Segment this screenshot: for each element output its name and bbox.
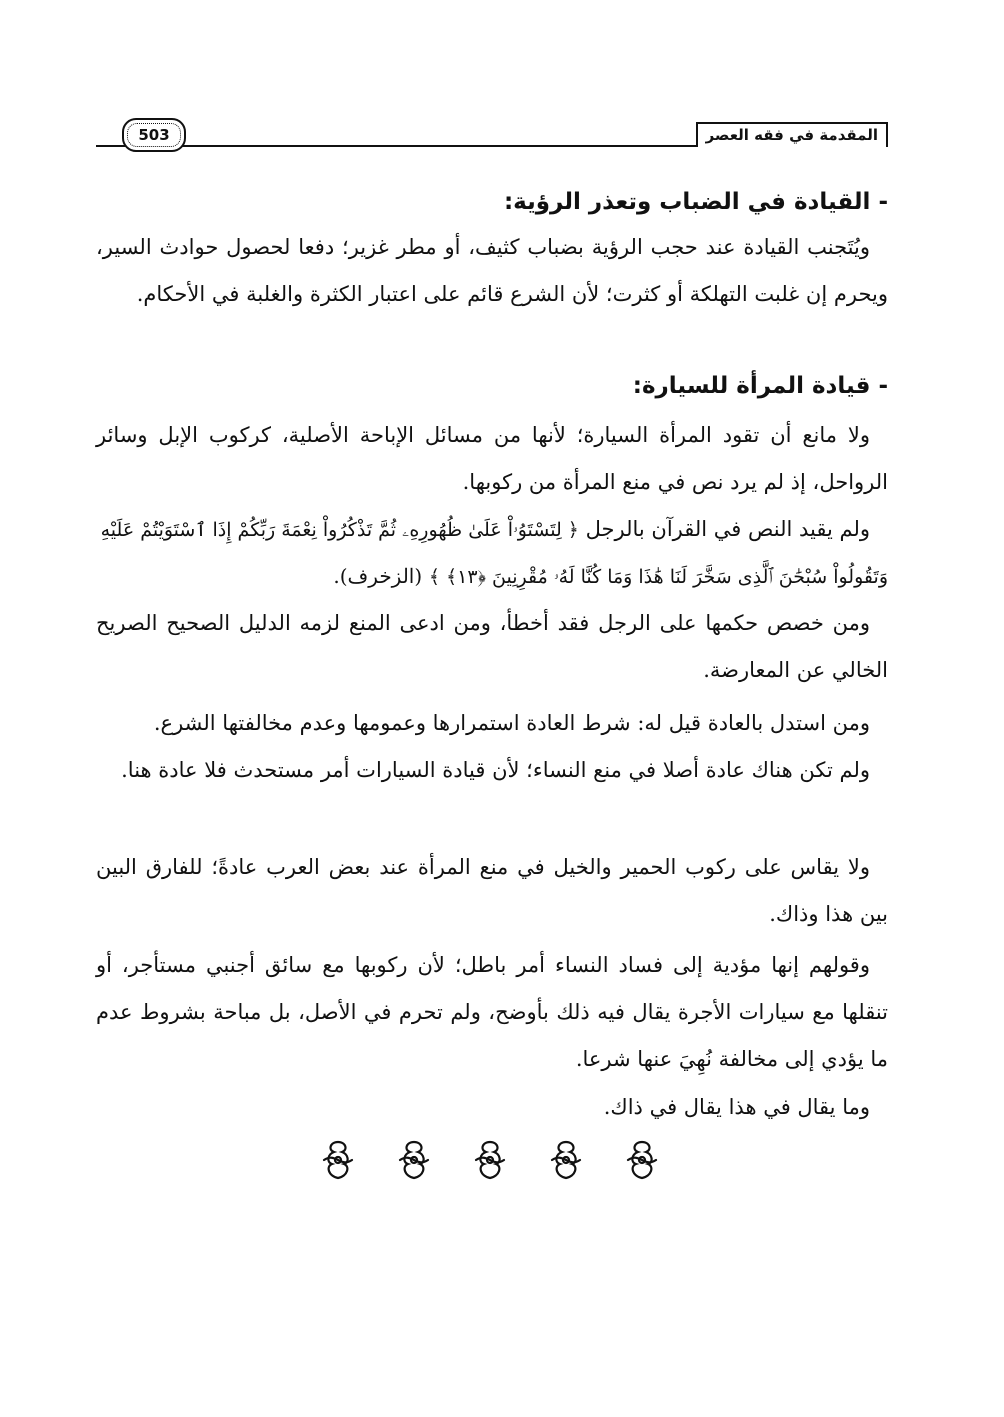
quran-intro-text: ولم يقيد النص في القرآن بالرجل [585, 517, 870, 541]
paragraph-custom: ومن استدل بالعادة قيل له: شرط العادة استمرارها وعمومها وعدم مخالفتها الشرع. [153, 711, 870, 735]
paragraph-corruption: وقولهم إنها مؤدية إلى فساد النساء أمر باطل؛ لأن ركوبها مع سائق أجنبي مستأجر، أو تنقلها مع سيارات الأجرة يقال فيه ذلك بأوضح، ولم تحرم في الأصل، بل مباحة بشروط عدم ما يؤدي إلى مخالفة نُهِيَ عنها شرعا. [96, 953, 888, 1071]
quran-verse-line-1 [96, 506, 888, 554]
floral-ornament-icon [624, 1138, 660, 1182]
book-title: المقدمة في فقه العصر [696, 122, 888, 147]
section-end-ornaments [320, 1138, 660, 1186]
quran-verse-part-2: وَتَقُولُواْ سُبْحَٰنَ ٱلَّذِى سَخَّرَ لَنَا هَٰذَا وَمَا كُنَّا لَهُۥ مُقْرِنِينَ ﴿١٣﴾ ﴾ [428, 566, 888, 588]
page-header [96, 118, 888, 150]
paragraph-closing: وما يقال في هذا يقال في ذاك. [603, 1095, 870, 1119]
floral-ornament-icon [320, 1138, 356, 1182]
quran-verse-part-1: ﴿ لِتَسْتَوُۥاْ عَلَىٰ ظُهُورِهِۦ ثُمَّ تَذْكُرُواْ نِعْمَةَ رَبِّكُمْ إِذَا ٱسْتَوَيْتُمْ عَلَيْهِ [100, 519, 579, 541]
paragraph-specification: ومن خصص حكمها على الرجل فقد أخطأ، ومن ادعى المنع لزمه الدليل الصحيح الصريح الخالي عن المعارضة. [96, 611, 888, 682]
paragraph-fog-driving: ويُتَجنب القيادة عند حجب الرؤية بضباب كثيف، أو مطر غزير؛ دفعا لحصول حوادث السير، ويحرم إن غلبت التهلكة أو كثرت؛ لأن الشرع قائم على اعتبار الكثرة والغلبة في الأحكام. [96, 235, 888, 306]
surah-name: (الزخرف). [333, 564, 423, 588]
floral-ornament-icon [548, 1138, 584, 1182]
floral-ornament-icon [396, 1138, 432, 1182]
heading-fog-driving: - القيادة في الضباب وتعذر الرؤية: [503, 189, 888, 215]
paragraph-no-prohibition: ولا مانع أن تقود المرأة السيارة؛ لأنها من مسائل الإباحة الأصلية، كركوب الإبل وسائر الرواحل، إذ لم يرد نص في منع المرأة من ركوبها. [96, 423, 888, 494]
floral-ornament-icon [472, 1138, 508, 1182]
page-number: 503 [122, 118, 186, 152]
paragraph-analogy: ولا يقاس على ركوب الحمير والخيل في منع المرأة عند بعض العرب عادةً؛ للفارق البين بين هذا وذاك. [96, 855, 888, 926]
quran-verse-line-2 [96, 553, 888, 601]
paragraph-no-custom: ولم تكن هناك عادة أصلا في منع النساء؛ لأن قيادة السيارات أمر مستحدث فلا عادة هنا. [121, 758, 870, 782]
heading-women-driving: - قيادة المرأة للسيارة: [632, 373, 888, 399]
